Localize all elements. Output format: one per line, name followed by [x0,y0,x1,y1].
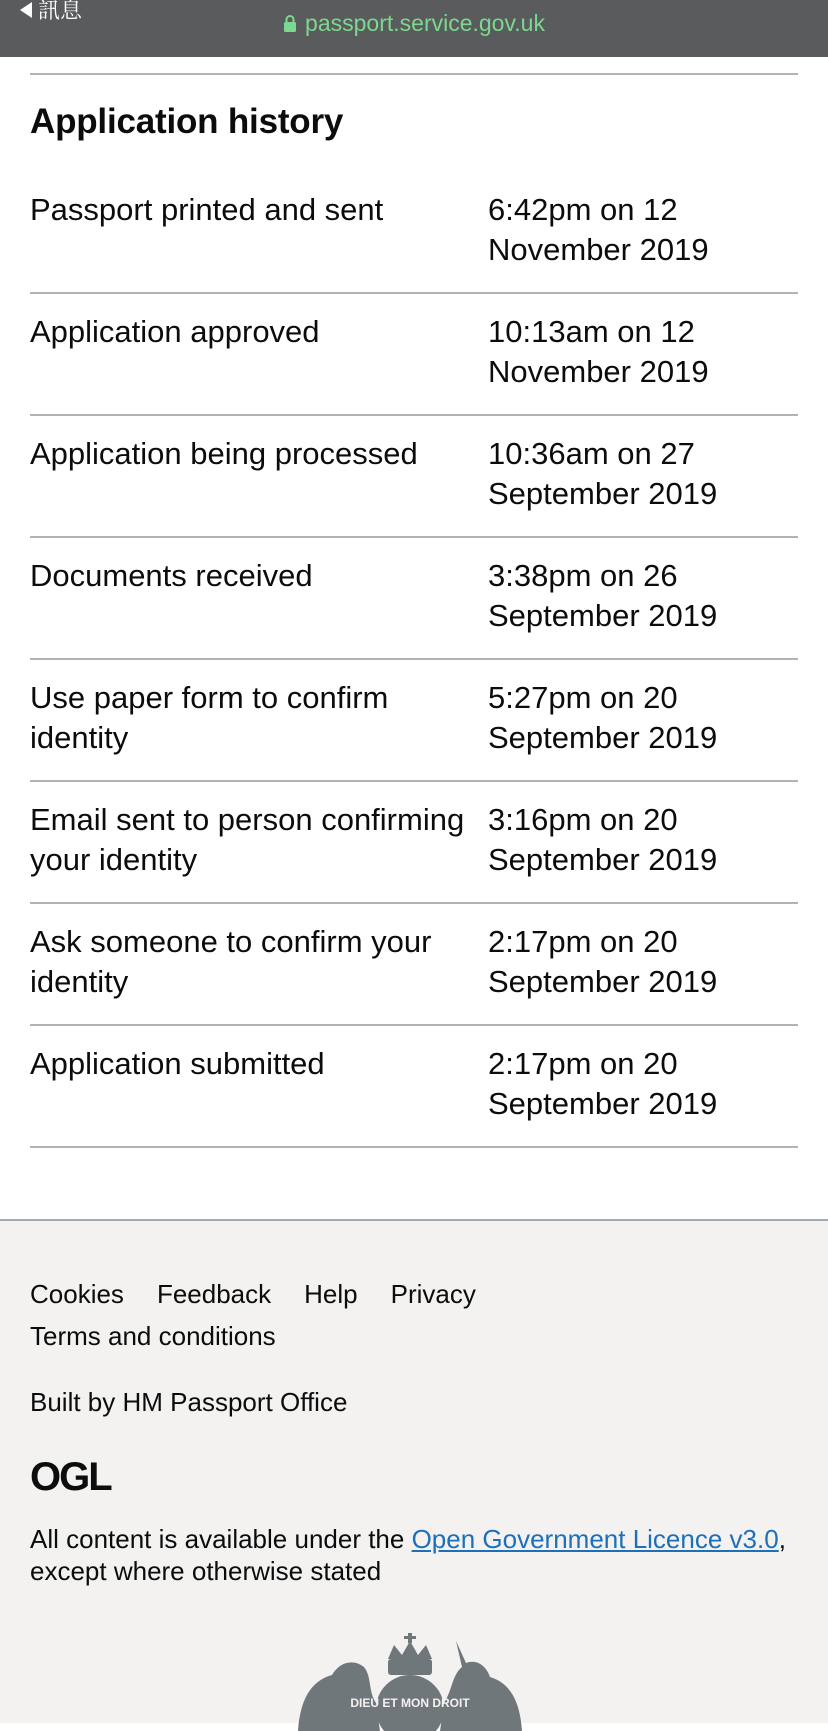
back-label: 訊息 [38,0,83,23]
event-cell: Application submitted [30,1046,325,1081]
footer-links [30,1273,730,1357]
time-cell: 3:16pm on 20 September 2019 [488,802,718,877]
page-title: Application history [30,102,344,141]
table-row [30,172,798,294]
time-cell: 2:17pm on 20 September 2019 [488,1046,718,1121]
licence-text [30,1523,790,1587]
time-cell: 10:36am on 27 September 2019 [488,436,718,511]
event-cell: Passport printed and sent [30,192,384,227]
time-cell: 10:13am on 12 November 2019 [488,314,709,389]
event-cell: Application approved [30,314,320,349]
section-divider [30,73,798,75]
table-row [30,782,798,904]
time-cell: 6:42pm on 12 November 2019 [488,192,709,267]
event-cell: Ask someone to confirm your identity [30,924,432,999]
address-bar[interactable] [0,10,828,37]
footer-link-help[interactable]: Help [304,1279,358,1309]
table-row [30,1026,798,1148]
site-footer [0,1219,828,1723]
footer-link-terms[interactable]: Terms and conditions [30,1321,276,1351]
table-row [30,294,798,416]
event-cell: Email sent to person confirming your identity [30,802,465,877]
time-cell: 2:17pm on 20 September 2019 [488,924,718,999]
event-cell: Documents received [30,558,313,593]
time-cell: 5:27pm on 20 September 2019 [488,680,718,755]
table-row [30,416,798,538]
footer-link-cookies[interactable]: Cookies [30,1279,124,1309]
time-cell: 3:38pm on 26 September 2019 [488,558,718,633]
crest-motto: DIEU ET MON DROIT [350,1696,470,1710]
royal-crest-icon [280,1631,540,1731]
licence-link[interactable]: Open Government Licence v3.0 [411,1524,779,1554]
event-cell: Application being processed [30,436,418,471]
licence-suffix: , except where otherwise stated [30,1524,786,1586]
table-row [30,904,798,1026]
table-row [30,538,798,660]
licence-prefix: All content is available under the [30,1524,412,1554]
footer-link-privacy[interactable]: Privacy [390,1279,476,1309]
ogl-logo-text: OGL [30,1457,111,1493]
table-row [30,660,798,782]
history-table [30,172,798,1148]
built-by-text: Built by HM Passport Office [30,1387,348,1417]
footer-link-feedback[interactable]: Feedback [156,1279,272,1309]
ogl-logo-icon [30,1457,114,1493]
event-cell: Use paper form to confirm identity [30,680,389,755]
lock-icon [283,14,297,32]
url-text: passport.service.gov.uk [305,10,545,36]
browser-top-bar [0,0,828,57]
